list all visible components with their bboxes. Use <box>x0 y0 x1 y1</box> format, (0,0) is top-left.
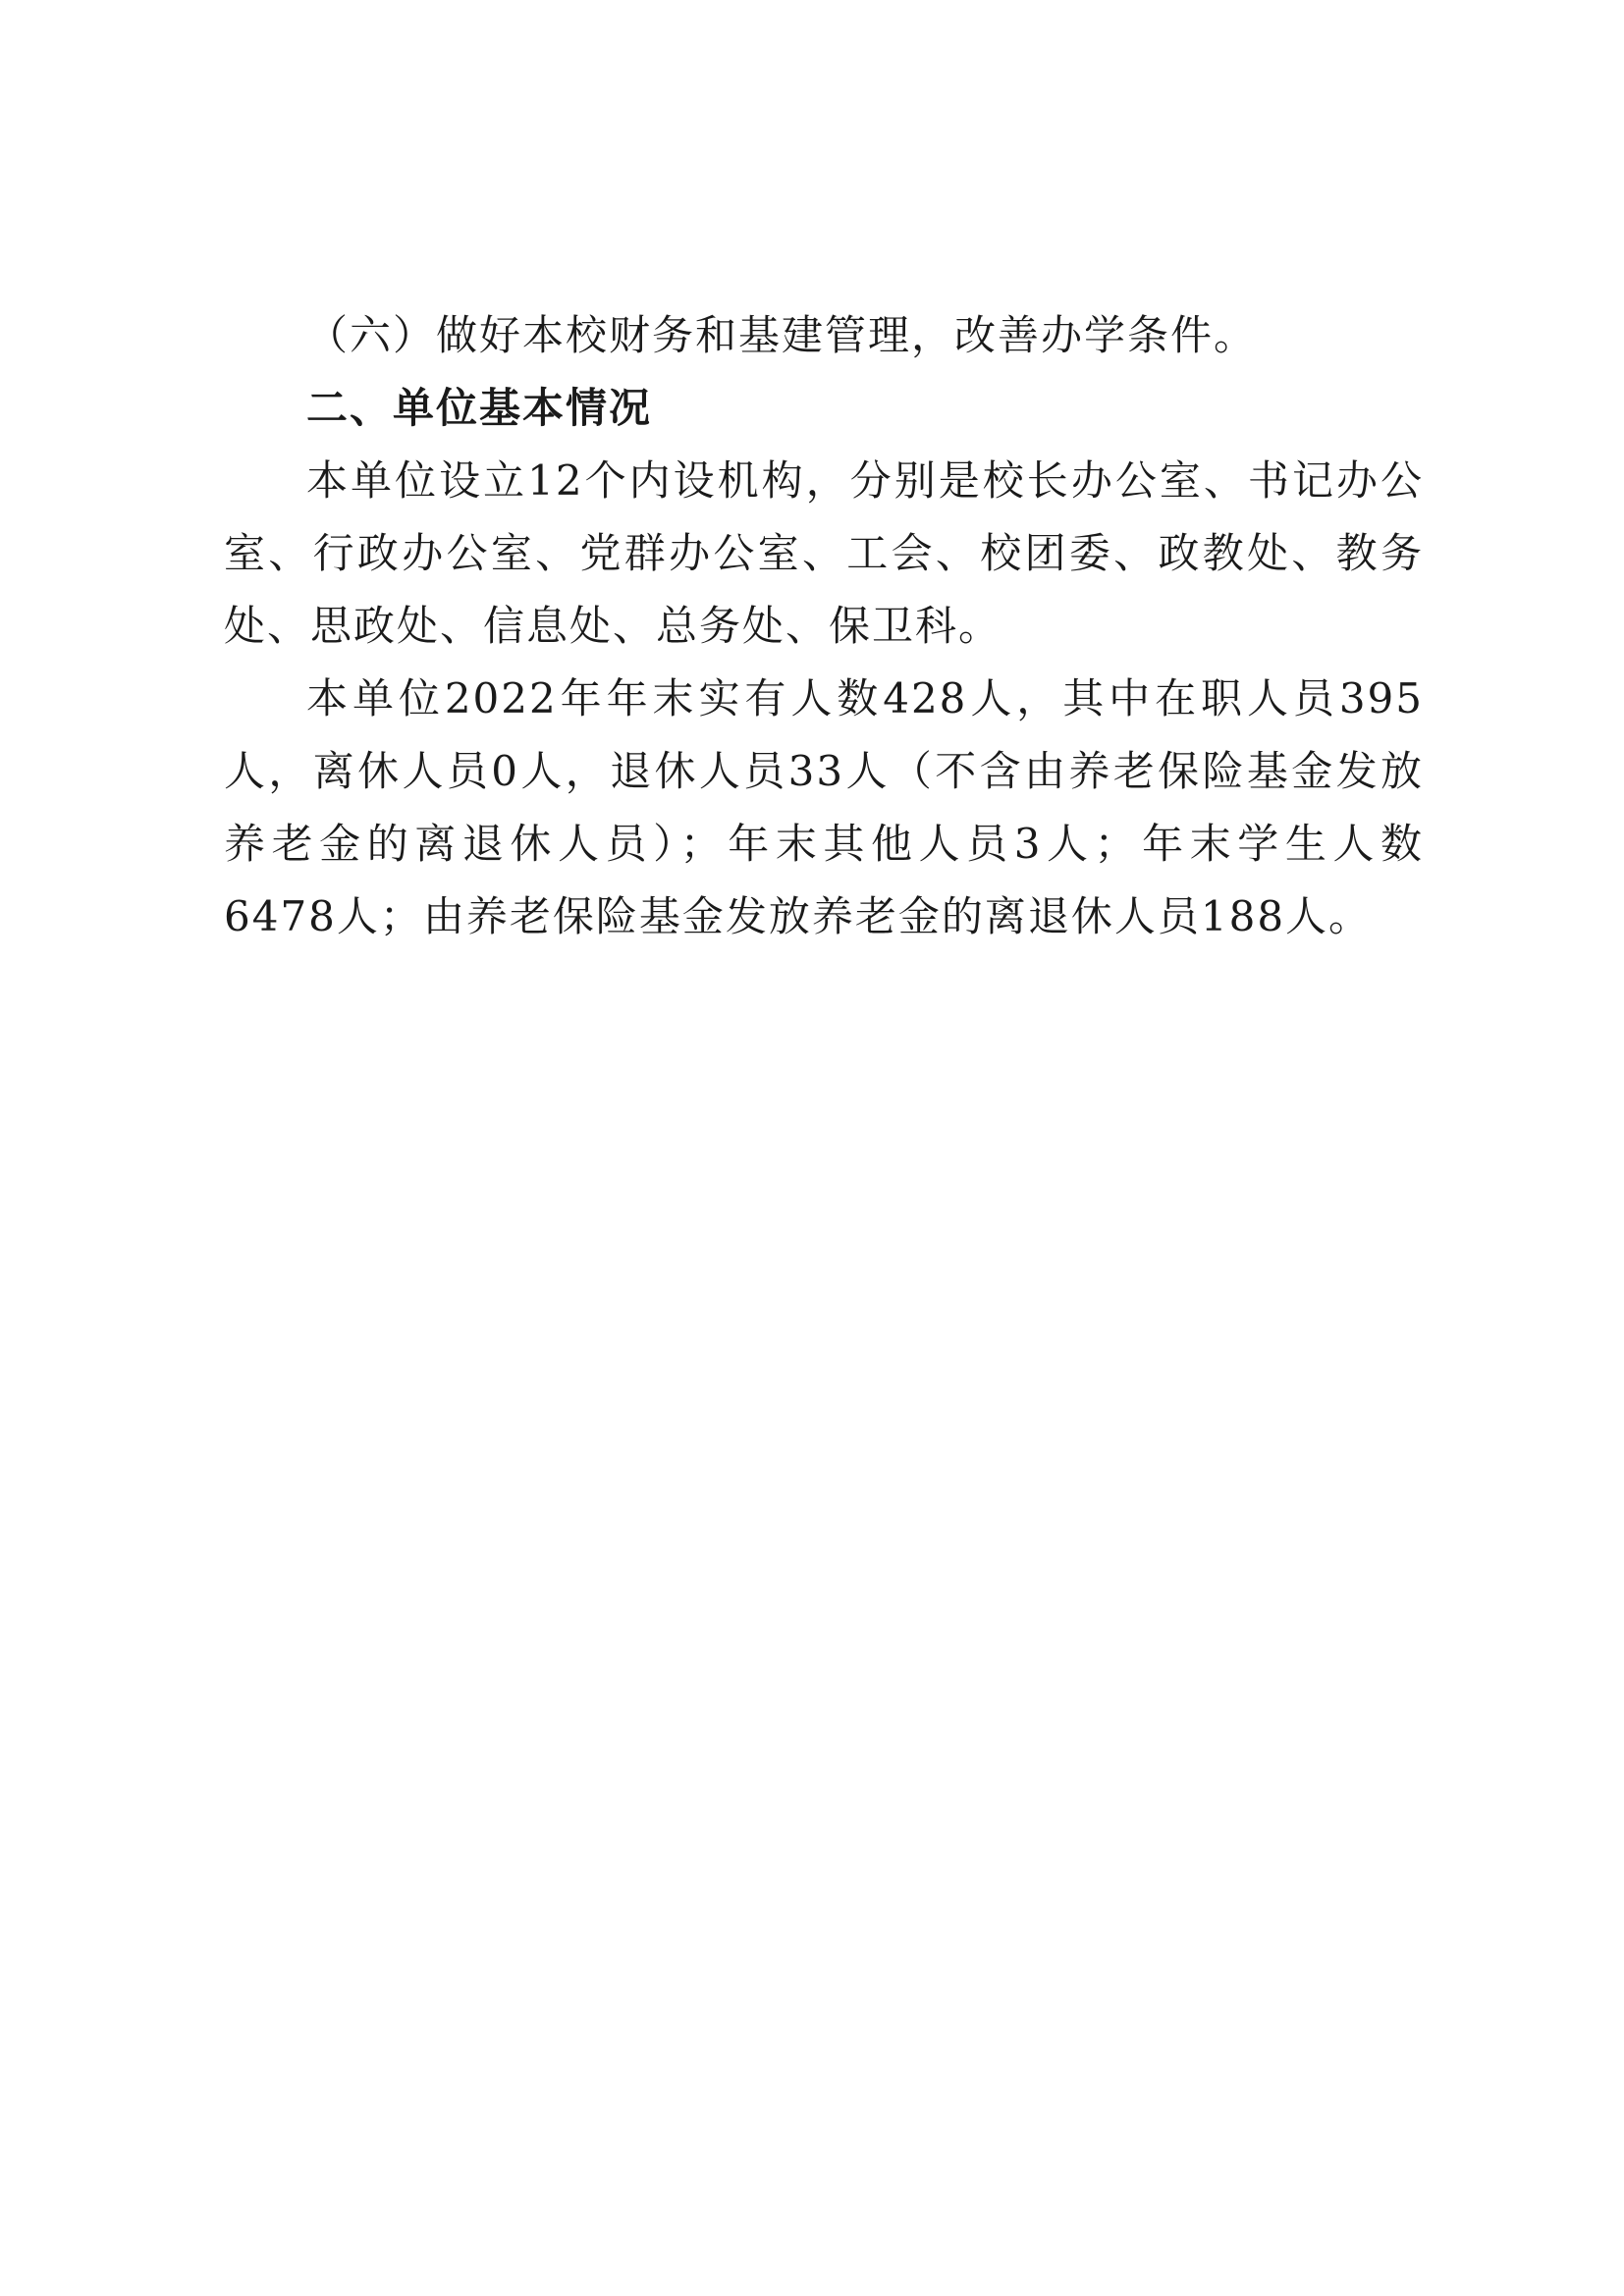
paragraph-departments: 本单位设立12个内设机构，分别是校长办公室、书记办公室、行政办公室、党群办公室、工会、校团委、政教处、教务处、思政处、信息处、总务处、保卫科。 <box>224 456 1424 650</box>
paragraph-staff-numbers: 本单位2022年年末实有人数428人，其中在职人员395人，离休人员0人，退休人员33人（不含由养老保险基金发放养老金的离退休人员）；年末其他人员3人；年末学生人数6478人；由养老保险基金发放养老金的离退休人员188人。 <box>224 674 1424 940</box>
section-heading-basic-info: 二、单位基本情况 <box>306 384 653 432</box>
paragraph-finance-construction: （六）做好本校财务和基建管理，改善办学条件。 <box>306 311 1258 359</box>
document-body <box>224 299 1424 953</box>
